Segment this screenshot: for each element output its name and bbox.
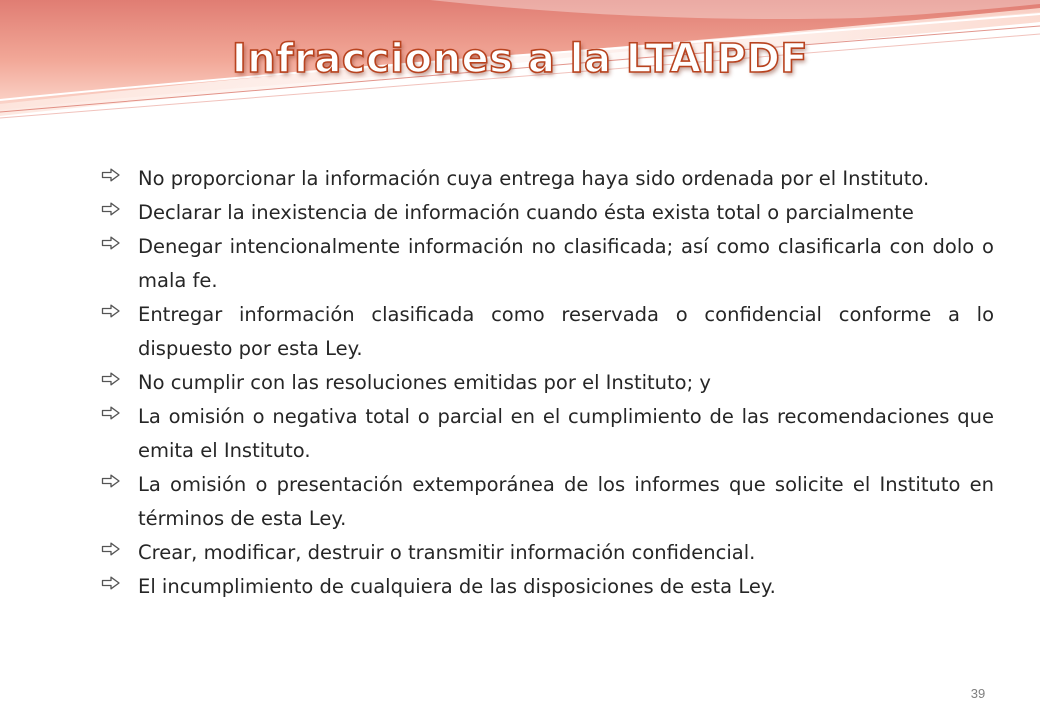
arrow-right-outline-icon	[101, 162, 138, 182]
slide-title: Infracciones a la LTAIPDF	[231, 36, 809, 82]
list-item	[101, 298, 994, 366]
list-item-text: No cumplir con las resoluciones emitidas por el Instituto; y	[138, 371, 711, 394]
list-item-text: Entregar información clasificada como reservada o confidencial conforme a lo dispuesto por esta Ley.	[138, 303, 994, 360]
arrow-right-outline-icon	[101, 400, 138, 420]
list-item	[101, 366, 994, 400]
list-item-text: El incumplimiento de cualquiera de las disposiciones de esta Ley.	[138, 575, 776, 598]
arrow-right-outline-icon	[101, 196, 138, 216]
arrow-right-outline-icon	[101, 468, 138, 488]
list-item	[101, 162, 994, 196]
arrow-right-outline-icon	[101, 230, 138, 250]
page-number: 39	[970, 686, 986, 701]
list-item	[101, 196, 994, 230]
arrow-right-outline-icon	[101, 366, 138, 386]
arrow-right-outline-icon	[101, 298, 138, 318]
list-item	[101, 570, 994, 604]
list-item	[101, 230, 994, 298]
list-item-text: La omisión o negativa total o parcial en el cumplimiento de las recomendaciones que emita el Instituto.	[138, 405, 994, 462]
list-item-text: Crear, modificar, destruir o transmitir información confidencial.	[138, 541, 756, 564]
list-item	[101, 400, 994, 468]
list-item	[101, 468, 994, 536]
bullet-list	[101, 162, 994, 604]
arrow-right-outline-icon	[101, 570, 138, 590]
list-item	[101, 536, 994, 570]
arrow-right-outline-icon	[101, 536, 138, 556]
list-item-text: No proporcionar la información cuya entrega haya sido ordenada por el Instituto.	[138, 167, 930, 190]
list-item-text: Declarar la inexistencia de información cuando ésta exista total o parcialmente	[138, 201, 914, 224]
list-item-text: Denegar intencionalmente información no clasificada; así como clasificarla con dolo o mala fe.	[138, 235, 994, 292]
list-item-text: La omisión o presentación extemporánea de los informes que solicite el Instituto en términos de esta Ley.	[138, 473, 994, 530]
